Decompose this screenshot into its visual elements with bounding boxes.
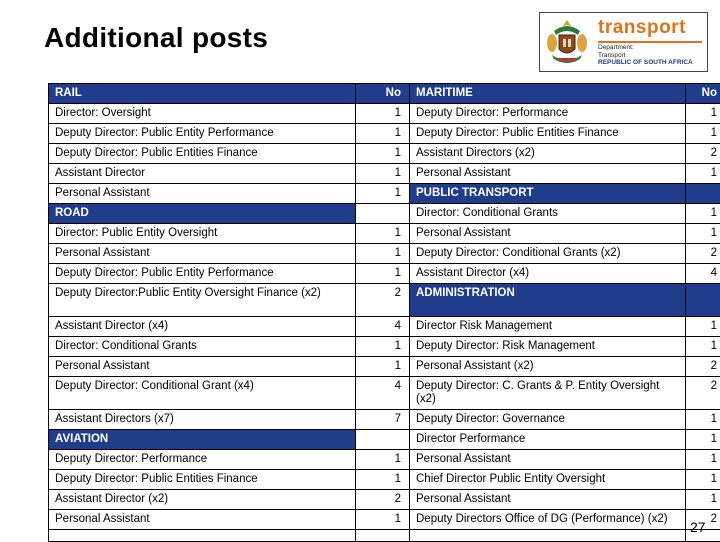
left-post-cell: Personal Assistant [49,244,356,264]
left-count-cell: 4 [356,317,410,337]
left-count-cell: 1 [356,450,410,470]
right-count-cell: 1 [686,490,720,510]
left-post-cell: Director: Conditional Grants [49,337,356,357]
left-post-cell: Deputy Director: Public Entity Performance [49,264,356,284]
right-post-cell: ADMINISTRATION [410,284,686,317]
right-count-cell: No [686,84,720,104]
left-count-cell: 1 [356,104,410,124]
right-post-cell: Chief Director Public Entity Oversight [410,470,686,490]
left-post-cell: Deputy Director: Performance [49,450,356,470]
right-post-cell: Deputy Director: Conditional Grants (x2) [410,244,686,264]
left-post-cell: Deputy Director: Conditional Grant (x4) [49,377,356,410]
left-count-cell: 2 [356,284,410,317]
right-count-cell: 4 [686,264,720,284]
left-count-cell: 1 [356,184,410,204]
right-post-cell: Deputy Director: Performance [410,104,686,124]
table-row [49,84,720,104]
table-row [49,204,720,224]
right-post-cell: Personal Assistant [410,164,686,184]
left-count-cell: 1 [356,124,410,144]
right-count-cell: 1 [686,470,720,490]
table-row [49,124,720,144]
right-post-cell: Assistant Directors (x2) [410,144,686,164]
coat-of-arms-icon [544,17,590,67]
right-count-cell: 1 [686,224,720,244]
right-post-cell: Personal Assistant (x2) [410,357,686,377]
table-row [49,377,720,410]
left-count-cell: 1 [356,264,410,284]
table-row [49,224,720,244]
right-count-cell: 2 [686,377,720,410]
table-row [49,430,720,450]
left-count-cell: 1 [356,164,410,184]
left-post-cell: Deputy Director:Public Entity Oversight Finance (x2) [49,284,356,317]
right-post-cell: Personal Assistant [410,450,686,470]
right-post-cell: Deputy Director: C. Grants & P. Entity Oversight (x2) [410,377,686,410]
table-row [49,184,720,204]
table-row [49,104,720,124]
right-post-cell: Personal Assistant [410,490,686,510]
right-post-cell: MARITIME [410,84,686,104]
left-count-cell: 7 [356,410,410,430]
right-count-cell [686,284,720,317]
table-row [49,410,720,430]
table-row [49,317,720,337]
left-count-cell: 1 [356,510,410,530]
right-count-cell: 1 [686,204,720,224]
page-title: Additional posts [44,22,268,54]
left-post-cell: Deputy Director: Public Entities Finance [49,144,356,164]
table-row [49,244,720,264]
right-count-cell: 2 [686,510,720,530]
logo-brand-text: transport [598,17,686,39]
right-count-cell: 1 [686,337,720,357]
left-post-cell: AVIATION [49,430,356,450]
posts-table-body [49,84,720,542]
right-count-cell: 1 [686,164,720,184]
right-post-cell: Director Risk Management [410,317,686,337]
left-count-cell [356,204,410,224]
logo-line-2: Transport [598,52,693,60]
left-post-cell: Assistant Director (x2) [49,490,356,510]
table-row [49,337,720,357]
logo-line-3: REPUBLIC OF SOUTH AFRICA [598,59,693,67]
right-post-cell: Director Performance [410,430,686,450]
page-number: 27 [690,519,706,535]
table-row [49,510,720,530]
right-count-cell: 1 [686,430,720,450]
right-count-cell [686,184,720,204]
right-count-cell: 1 [686,410,720,430]
left-count-cell: 1 [356,144,410,164]
left-count-cell: 4 [356,377,410,410]
right-count-cell: 2 [686,144,720,164]
table-row [49,284,720,317]
left-post-cell: Personal Assistant [49,510,356,530]
left-count-cell: 2 [356,490,410,510]
table-row [49,144,720,164]
left-post-cell: Assistant Director [49,164,356,184]
left-post-cell: Personal Assistant [49,357,356,377]
right-count-cell: 2 [686,357,720,377]
left-post-cell: RAIL [49,84,356,104]
right-post-cell: Assistant Director (x4) [410,264,686,284]
right-count-cell: 1 [686,104,720,124]
table-row [49,490,720,510]
right-post-cell: Personal Assistant [410,224,686,244]
left-count-cell: 1 [356,470,410,490]
right-post-cell: Deputy Director: Risk Management [410,337,686,357]
left-count-cell: 1 [356,337,410,357]
posts-table [48,83,720,542]
right-post-cell: PUBLIC TRANSPORT [410,184,686,204]
table-row [49,164,720,184]
right-count-cell: 2 [686,244,720,264]
table-row [49,450,720,470]
logo-department-text [598,44,693,67]
left-post-cell: ROAD [49,204,356,224]
table-row [49,264,720,284]
left-post-cell: Deputy Director: Public Entities Finance [49,470,356,490]
left-count-cell: 1 [356,224,410,244]
left-post-cell: Assistant Directors (x7) [49,410,356,430]
right-count-cell: 1 [686,317,720,337]
left-count-cell [356,430,410,450]
left-count-cell: 1 [356,357,410,377]
logo-divider [598,41,702,43]
left-post-cell: Director: Public Entity Oversight [49,224,356,244]
department-logo [539,12,708,72]
right-post-cell: Deputy Directors Office of DG (Performance) (x2) [410,510,686,530]
left-count-cell: 1 [356,244,410,264]
right-count-cell: 1 [686,124,720,144]
right-post-cell: Deputy Director: Public Entities Finance [410,124,686,144]
logo-line-1: Department: [598,44,693,52]
right-count-cell: 1 [686,450,720,470]
left-post-cell: Personal Assistant [49,184,356,204]
left-count-cell: No [356,84,410,104]
right-post-cell: Director: Conditional Grants [410,204,686,224]
table-row [49,357,720,377]
left-post-cell: Deputy Director: Public Entity Performance [49,124,356,144]
left-post-cell: Director: Oversight [49,104,356,124]
left-post-cell: Assistant Director (x4) [49,317,356,337]
table-row [49,470,720,490]
right-post-cell: Deputy Director: Governance [410,410,686,430]
